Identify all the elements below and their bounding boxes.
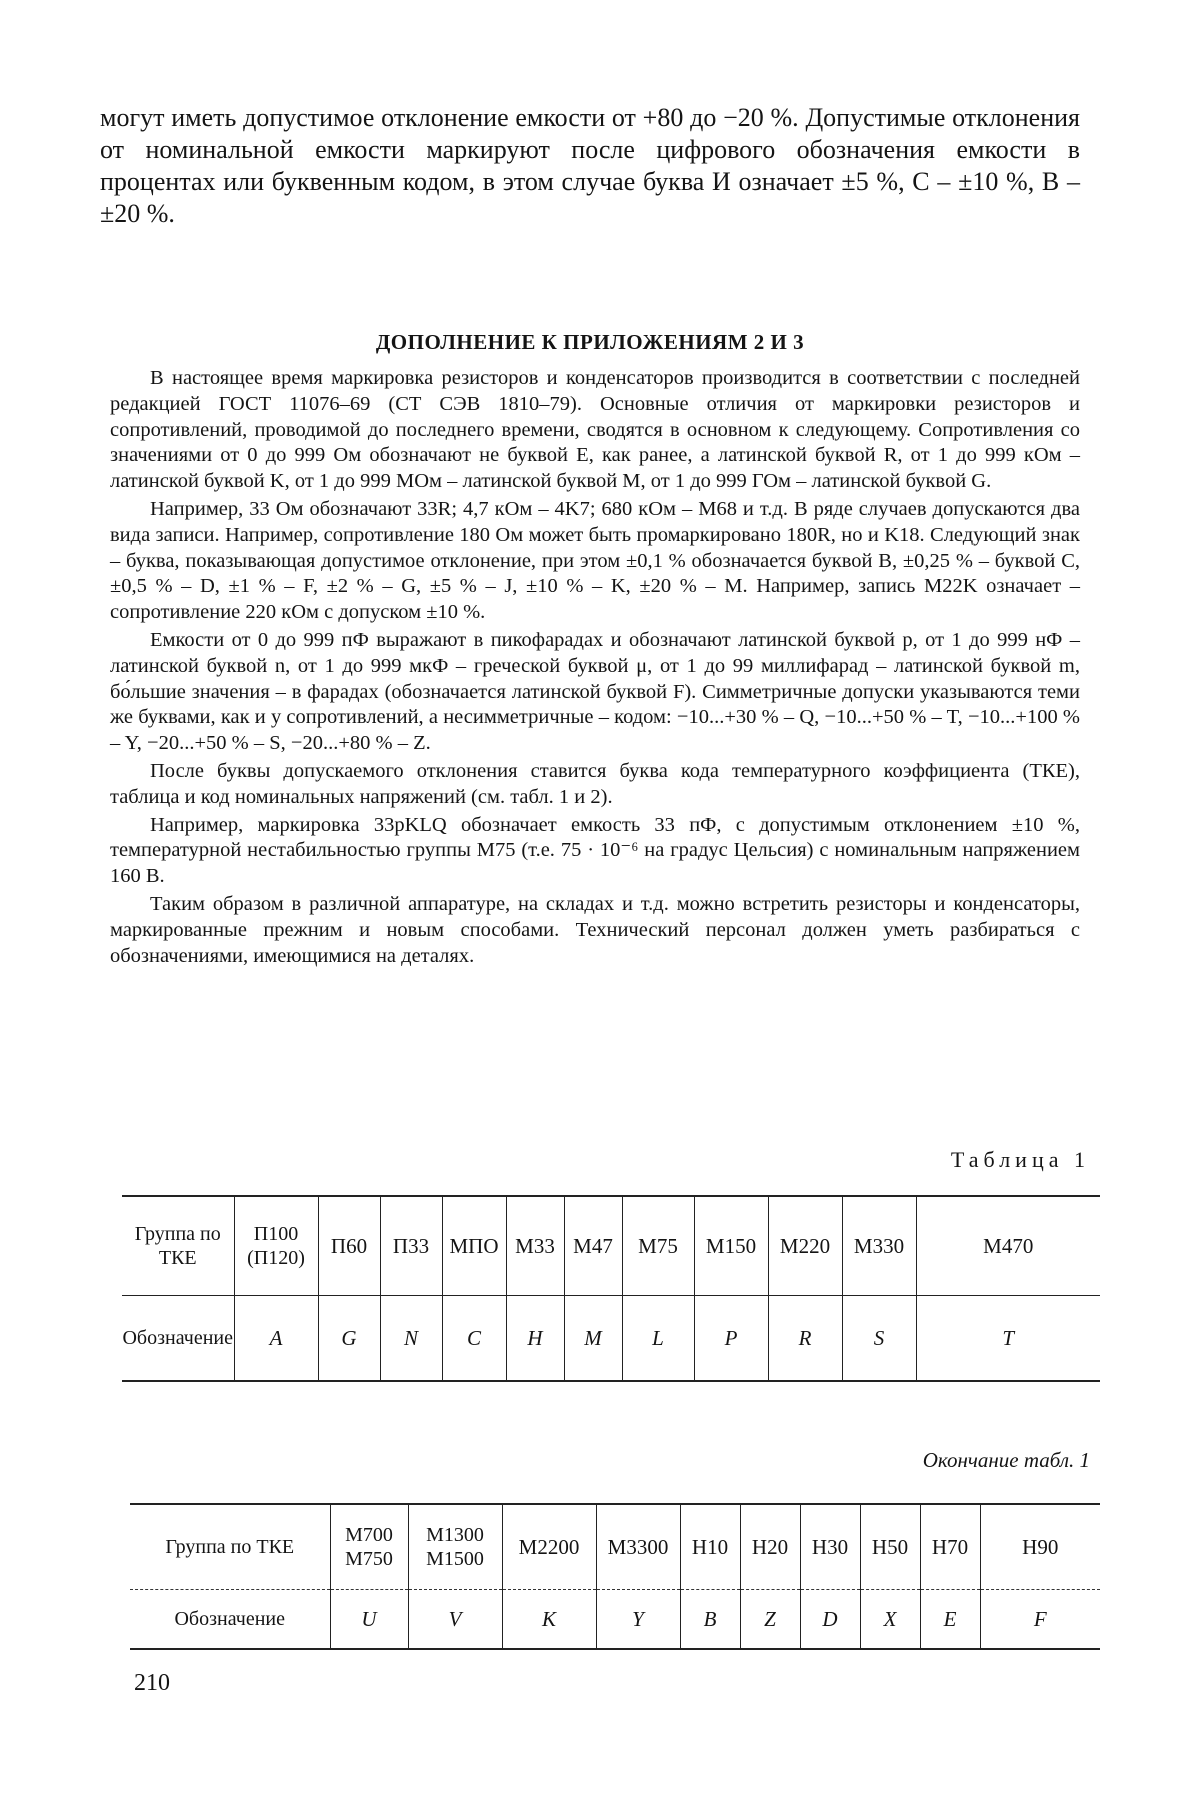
paragraph: После буквы допускаемого отклонения ставится буква кода температурного коэффициента (ТКЕ), таблица и код номинальных напряжений (см. табл. 1 и 2). [110,759,1080,808]
table-cell: Н50 [860,1504,920,1590]
table-cell: М470 [916,1196,1100,1296]
table-cell: X [860,1590,920,1650]
table-cell: L [622,1296,694,1382]
table-cell: М3300 [596,1504,680,1590]
table-cell: R [768,1296,842,1382]
tke-table-1-continued [130,1503,1100,1650]
table-cell: H [506,1296,564,1382]
table-row-header: Группа по ТКЕ [130,1504,330,1590]
table-row-header: Группа по ТКЕ [122,1196,234,1296]
table-cell: Y [596,1590,680,1650]
table-cell: V [408,1590,502,1650]
table-cell: B [680,1590,740,1650]
table-cell: K [502,1590,596,1650]
paragraph: Емкости от 0 до 999 пФ выражают в пикофарадах и обозначают латинской буквой p, от 1 до 999 нФ – латинской буквой n, от 1 до 999 мкФ – греческой буквой μ, от 1 до 99 миллифарад – латинской буквой m, бо́льшие значения – в фарадах (обозначается латинской буквой F). Симметричные допуски указываются теми же буквами, как и у сопротивлений, а несимметричные – кодом: −10...+30 % – Q, −10...+50 % – T, −10...+100 % – Y, −20...+50 % – S, −20...+80 % – Z. [110,628,1080,755]
table-cell: M [564,1296,622,1382]
table-cell: П100 (П120) [234,1196,318,1296]
table-cell: Н70 [920,1504,980,1590]
table-cell: М220 [768,1196,842,1296]
paragraph: Например, маркировка 33pKLQ обозначает емкость 33 пФ, с допустимым отклонением ±10 %, температурной нестабильностью группы М75 (т.е. 75 · 10⁻⁶ на градус Цельсия) с номинальным напряжением 160 В. [110,813,1080,888]
table-cell: Z [740,1590,800,1650]
table-cell: М33 [506,1196,564,1296]
section-heading: ДОПОЛНЕНИЕ К ПРИЛОЖЕНИЯМ 2 И 3 [375,330,805,354]
table-cell: М330 [842,1196,916,1296]
table-cell: Н20 [740,1504,800,1590]
table-cell: М700 М750 [330,1504,408,1590]
body-text [110,366,1080,971]
table-cell: A [234,1296,318,1382]
table-cell: М150 [694,1196,768,1296]
table-cell: C [442,1296,506,1382]
table-cell: U [330,1590,408,1650]
paragraph: Например, 33 Ом обозначают 33R; 4,7 кОм – 4K7; 680 кОм – M68 и т.д. В ряде случаев допускаются два вида записи. Например, сопротивление 180 Ом может быть промаркировано 180R, но и K18. Следующий знак – буква, показывающая допустимое отклонение, при этом ±0,1 % обозначается буквой B, ±0,25 % – буквой C, ±0,5 % – D, ±1 % – F, ±2 % – G, ±5 % – J, ±10 % – K, ±20 % – M. Например, запись M22K означает – сопротивление 220 кОм с допуском ±10 %. [110,497,1080,624]
table-cell: МПО [442,1196,506,1296]
table-cell: N [380,1296,442,1382]
tke-table-1 [122,1195,1100,1382]
table-cell: Н30 [800,1504,860,1590]
table-cell: Н90 [980,1504,1100,1590]
table1-caption: Таблица 1 [950,1147,1090,1172]
paragraph: Таким образом в различной аппаратуре, на складах и т.д. можно встретить резисторы и конденсаторы, маркированные прежним и новым способами. Технический персонал должен уметь разбираться с обозначениями, имеющимися на деталях. [110,892,1080,967]
table-cell: М75 [622,1196,694,1296]
table-cell: М1300 М1500 [408,1504,502,1590]
table2-caption: Окончание табл. 1 [922,1448,1090,1472]
table-cell: F [980,1590,1100,1650]
table-cell: М2200 [502,1504,596,1590]
table-cell: G [318,1296,380,1382]
table-cell: D [800,1590,860,1650]
table-cell: М47 [564,1196,622,1296]
table-cell: P [694,1296,768,1382]
table-cell: S [842,1296,916,1382]
table-cell: Н10 [680,1504,740,1590]
table-cell: П60 [318,1196,380,1296]
table-row-header: Обозначение [174,1608,286,1630]
intro-paragraph: могут иметь допустимое отклонение емкости от +80 до −20 %. Допустимые отклонения от номинальной емкости маркируют после цифрового обозначения емкости в процентах или буквенным кодом, в этом случае буква И означает ±5 %, С – ±10 %, В – ±20 %. [100,103,1080,228]
table-row-header: Обозначение [122,1327,234,1349]
table-cell: T [916,1296,1100,1382]
table-cell: П33 [380,1196,442,1296]
paragraph: В настоящее время маркировка резисторов и конденсаторов производится в соответствии с последней редакцией ГОСТ 11076–69 (СТ СЭВ 1810–79). Основные отличия от маркировки резисторов и сопротивлений, проводимой до последнего времени, сводятся в основном к следующему. Сопротивления со значениями от 0 до 999 Ом обозначают не буквой Е, как ранее, а латинской буквой R, от 1 до 999 кОм – латинской буквой K, от 1 до 999 МОм – латинской буквой M, от 1 до 999 ГОм – латинской буквой G. [110,367,1080,493]
table-cell: E [920,1590,980,1650]
page-number: 210 [134,1670,170,1696]
